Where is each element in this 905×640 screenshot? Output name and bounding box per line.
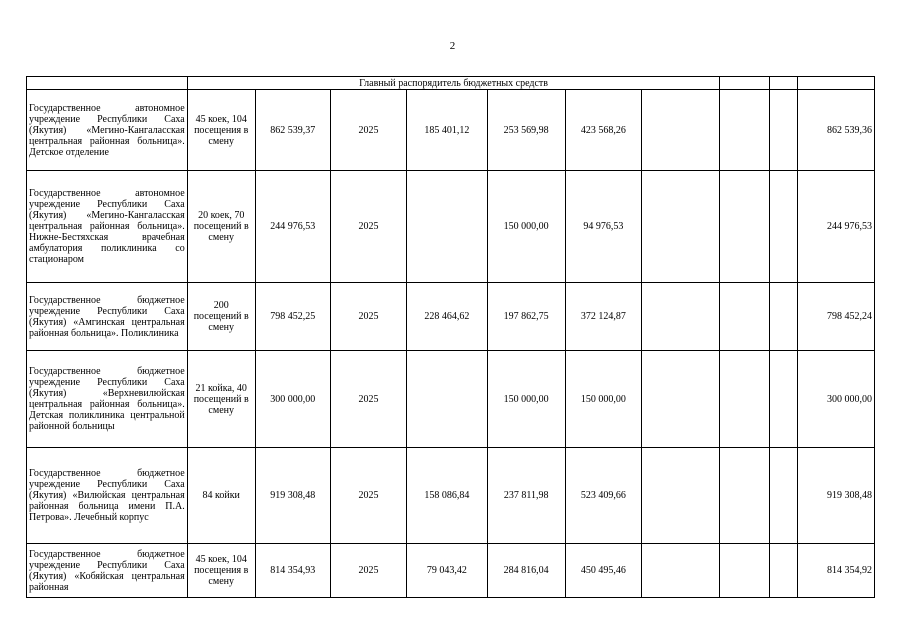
amount-cell-5 [720,351,769,448]
header-empty-cell [769,77,797,90]
amount-cell-4 [642,90,720,171]
amount-cell-5 [720,448,769,544]
empty-cell [769,351,797,448]
amount-cell-5 [720,283,769,351]
table-row [27,171,875,283]
table-row [27,351,875,448]
empty-cell [769,448,797,544]
amount-cell-3: 523 409,66 [565,448,641,544]
budget-table [26,76,875,598]
amount-cell-2: 150 000,00 [487,351,565,448]
final-amount-cell: 300 000,00 [797,351,874,448]
amount-cell-1 [407,171,487,283]
amount-cell-2: 197 862,75 [487,283,565,351]
total-cost-cell: 244 976,53 [255,171,330,283]
capacity-cell: 45 коек, 104 посещения в смену [187,544,255,598]
final-amount-cell: 798 452,24 [797,283,874,351]
amount-cell-3: 94 976,53 [565,171,641,283]
amount-cell-4 [642,283,720,351]
amount-cell-1: 158 086,84 [407,448,487,544]
final-amount-cell: 919 308,48 [797,448,874,544]
final-amount-cell: 814 354,92 [797,544,874,598]
amount-cell-1 [407,351,487,448]
header-empty-cell [27,77,188,90]
institution-name: Государственное бюджетное учреждение Республики Саха (Якутия) «Верхневилюйская центральная районная больница». Детская поликлиника центральной районной больницы [27,351,188,448]
total-cost-cell: 919 308,48 [255,448,330,544]
amount-cell-4 [642,171,720,283]
header-empty-cell [797,77,874,90]
year-cell: 2025 [330,171,406,283]
final-amount-cell: 244 976,53 [797,171,874,283]
capacity-cell: 45 коек, 104 посещения в смену [187,90,255,171]
institution-name: Государственное автономное учреждение Республики Саха (Якутия) «Мегино-Кангаласская центральная районная больница». Нижне-Бестяхская врачебная амбулатория поликлиника со стационаром [27,171,188,283]
table-row [27,283,875,351]
empty-cell [769,283,797,351]
amount-cell-1: 79 043,42 [407,544,487,598]
table-row [27,448,875,544]
table-row [27,544,875,598]
year-cell: 2025 [330,351,406,448]
capacity-cell: 84 койки [187,448,255,544]
header-title: Главный распорядитель бюджетных средств [187,77,720,90]
capacity-cell: 20 коек, 70 посещений в смену [187,171,255,283]
institution-name: Государственное бюджетное учреждение Республики Саха (Якутия) «Вилюйская центральная районная больница имени П.А. Петрова». Лечебный корпус [27,448,188,544]
institution-name: Государственное бюджетное учреждение Республики Саха (Якутия) «Амгинская центральная районная больница». Поликлиника [27,283,188,351]
institution-name: Государственное бюджетное учреждение Республики Саха (Якутия) «Кобяйская центральная районная [27,544,188,598]
year-cell: 2025 [330,283,406,351]
amount-cell-4 [642,544,720,598]
amount-cell-2: 237 811,98 [487,448,565,544]
total-cost-cell: 814 354,93 [255,544,330,598]
page-number: 2 [449,40,456,52]
amount-cell-2: 253 569,98 [487,90,565,171]
total-cost-cell: 300 000,00 [255,351,330,448]
year-cell: 2025 [330,90,406,171]
institution-name: Государственное автономное учреждение Республики Саха (Якутия) «Мегино-Кангаласская центральная районная больница». Детское отделение [27,90,188,171]
amount-cell-5 [720,171,769,283]
total-cost-cell: 862 539,37 [255,90,330,171]
empty-cell [769,544,797,598]
amount-cell-2: 150 000,00 [487,171,565,283]
final-amount-cell: 862 539,36 [797,90,874,171]
header-row [27,77,875,90]
amount-cell-3: 372 124,87 [565,283,641,351]
amount-cell-5 [720,90,769,171]
amount-cell-1: 228 464,62 [407,283,487,351]
total-cost-cell: 798 452,25 [255,283,330,351]
amount-cell-3: 150 000,00 [565,351,641,448]
amount-cell-2: 284 816,04 [487,544,565,598]
capacity-cell: 200 посещений в смену [187,283,255,351]
amount-cell-5 [720,544,769,598]
year-cell: 2025 [330,544,406,598]
header-empty-cell [720,77,769,90]
amount-cell-1: 185 401,12 [407,90,487,171]
amount-cell-3: 450 495,46 [565,544,641,598]
amount-cell-4 [642,351,720,448]
year-cell: 2025 [330,448,406,544]
capacity-cell: 21 койка, 40 посещений в смену [187,351,255,448]
amount-cell-4 [642,448,720,544]
table-row [27,90,875,171]
amount-cell-3: 423 568,26 [565,90,641,171]
empty-cell [769,171,797,283]
empty-cell [769,90,797,171]
